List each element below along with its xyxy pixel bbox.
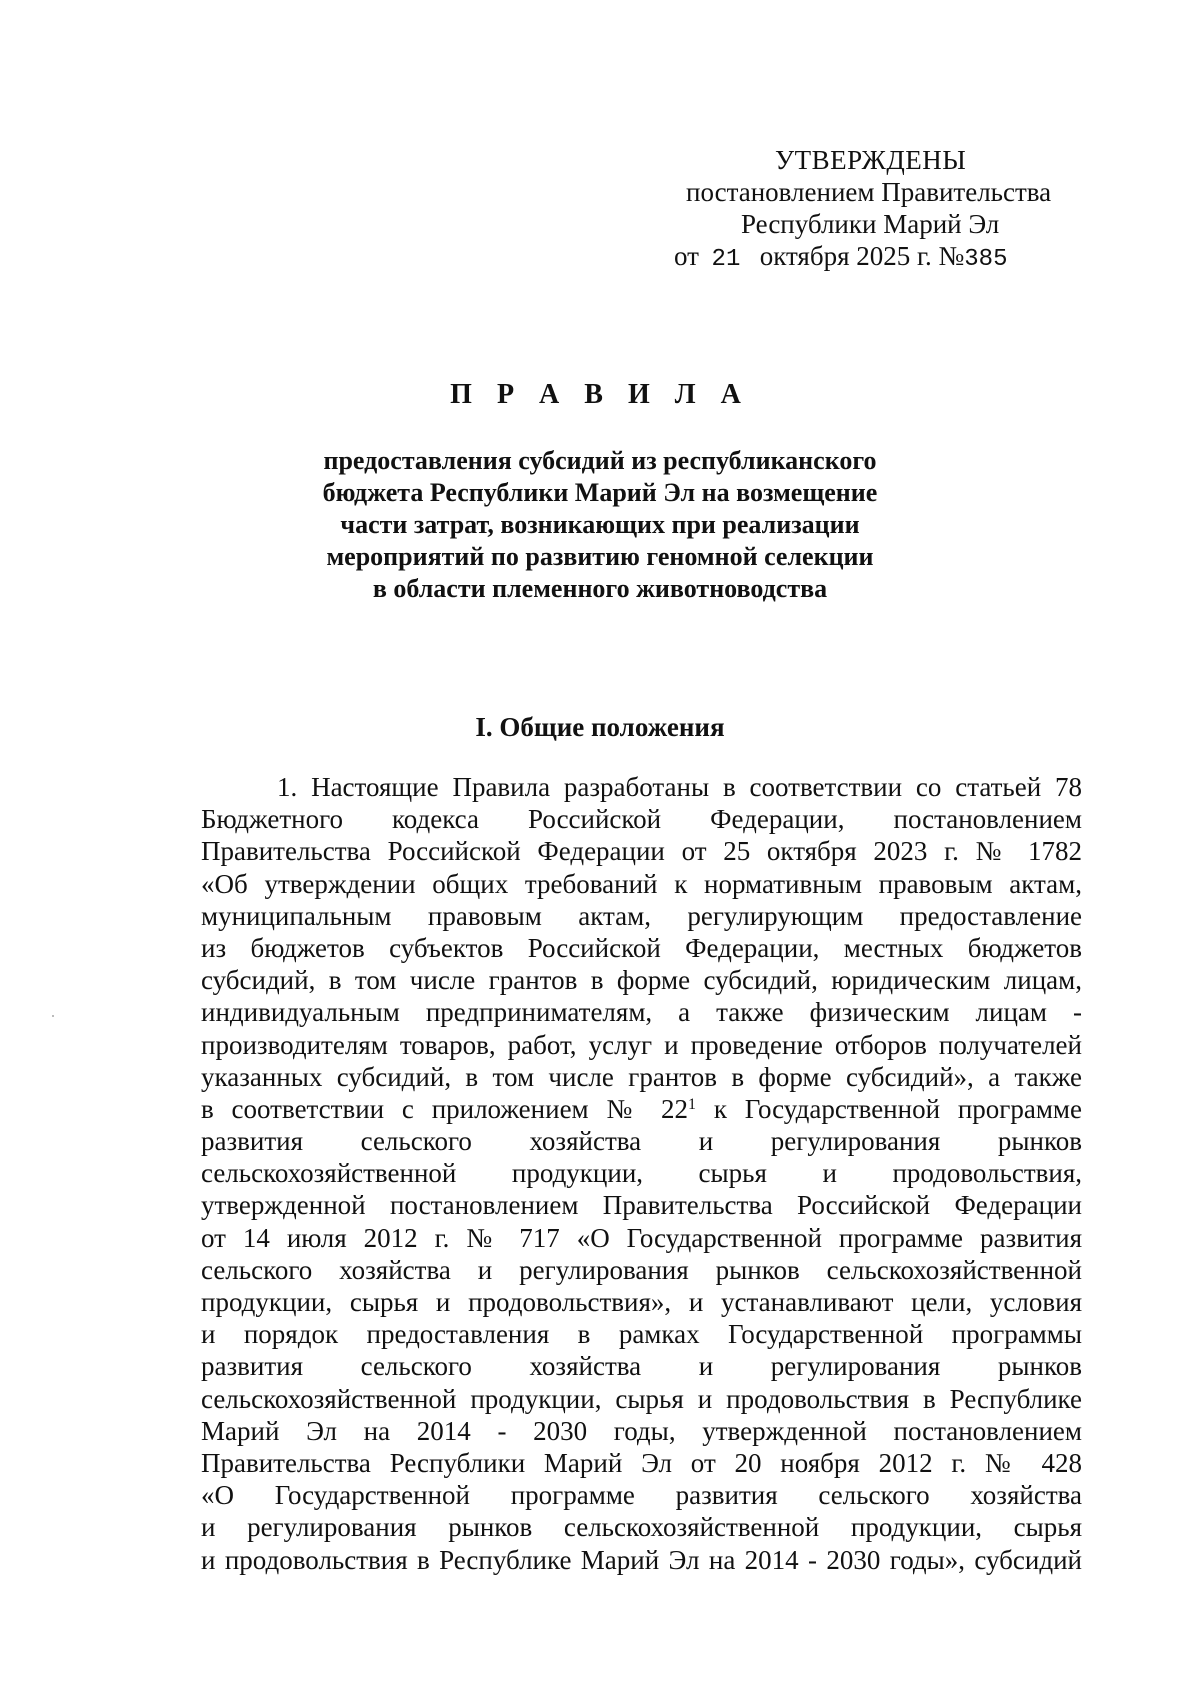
- date-month-year: октября 2025 г. №: [759, 241, 965, 271]
- body-line: развития сельского хозяйства и регулирования рынков: [201, 1126, 1082, 1157]
- body-line: продукции, сырья и продовольствия», и устанавливают цели, условия: [201, 1287, 1082, 1317]
- date-prefix: от: [674, 241, 699, 271]
- body-line: 1. Настоящие Правила разработаны в соответствии со статьей 78: [277, 772, 1082, 802]
- date-day: 21: [711, 246, 741, 273]
- approval-block: [640, 144, 1100, 276]
- body-line: и регулирования рынков сельскохозяйственной продукции, сырья: [201, 1512, 1082, 1543]
- body-line-tail: к Государственной программе: [696, 1093, 1082, 1124]
- approval-line-decree: постановлением Правительства: [686, 177, 1052, 207]
- superscript-1: 1: [688, 1095, 697, 1113]
- body-line-head: в соответствии с приложением № 22: [201, 1093, 689, 1124]
- body-line: утвержденной постановлением Правительства Российской Федерации: [201, 1190, 1082, 1221]
- document-subtitle: [240, 445, 960, 605]
- document-title: П Р А В И Л А: [450, 379, 750, 410]
- approval-line-republic: Республики Марий Эл: [741, 209, 1000, 239]
- scan-speck: [52, 1015, 54, 1017]
- body-line: субсидий, в том числе грантов в форме субсидий, юридическим лицам,: [201, 965, 1082, 996]
- body-line: и порядок предоставления в рамках Государственной программы: [201, 1319, 1082, 1350]
- body-line: Правительства Республики Марий Эл от 20 ноября 2012 г. № 428: [201, 1447, 1082, 1478]
- body-line: Бюджетного кодекса Российской Федерации, постановлением: [201, 804, 1082, 835]
- body-line-with-superscript: [201, 1093, 1082, 1125]
- paragraph-1: [201, 771, 1082, 1576]
- body-line: сельскохозяйственной продукции, сырья и продовольствия,: [201, 1158, 1082, 1189]
- body-line: Правительства Российской Федерации от 25 октября 2023 г. № 1782: [201, 836, 1082, 867]
- approval-date-line: [640, 240, 1100, 276]
- body-line: производителям товаров, работ, услуг и проведение отборов получателей: [201, 1029, 1082, 1060]
- body-line: сельского хозяйства и регулирования рынков сельскохозяйственной: [201, 1254, 1082, 1285]
- body-line: указанных субсидий, в том числе грантов в форме субсидий», а также: [201, 1061, 1082, 1092]
- subtitle-line: бюджета Республики Марий Эл на возмещение: [322, 478, 878, 507]
- body-line: развития сельского хозяйства и регулирования рынков: [201, 1351, 1082, 1382]
- decree-number: 385: [964, 246, 1008, 273]
- subtitle-line: мероприятий по развитию геномной селекции: [326, 542, 874, 571]
- approval-status: УТВЕРЖДЕНЫ: [775, 145, 967, 175]
- subtitle-line: предоставления субсидий из республиканского: [323, 446, 877, 475]
- body-line: Марий Эл на 2014 - 2030 годы, утвержденной постановлением: [201, 1415, 1082, 1446]
- body-line: и продовольствия в Республике Марий Эл на 2014 - 2030 годы», субсидий: [201, 1544, 1082, 1575]
- body-line: «О Государственной программе развития сельского хозяйства: [201, 1480, 1082, 1511]
- body-line: муниципальным правовым актам, регулирующим предоставление: [201, 900, 1082, 931]
- body-line: из бюджетов субъектов Российской Федерации, местных бюджетов: [201, 932, 1082, 963]
- body-line: от 14 июля 2012 г. № 717 «О Государственной программе развития: [201, 1222, 1082, 1253]
- body-line: «Об утверждении общих требований к нормативным правовым актам,: [201, 868, 1082, 899]
- subtitle-line: части затрат, возникающих при реализации: [340, 510, 860, 539]
- section-heading: I. Общие положения: [475, 712, 725, 742]
- body-line: сельскохозяйственной продукции, сырья и продовольствия в Республике: [201, 1383, 1082, 1414]
- body-line: индивидуальным предпринимателям, а также физическим лицам -: [201, 997, 1082, 1028]
- subtitle-line: в области племенного животноводства: [372, 574, 828, 603]
